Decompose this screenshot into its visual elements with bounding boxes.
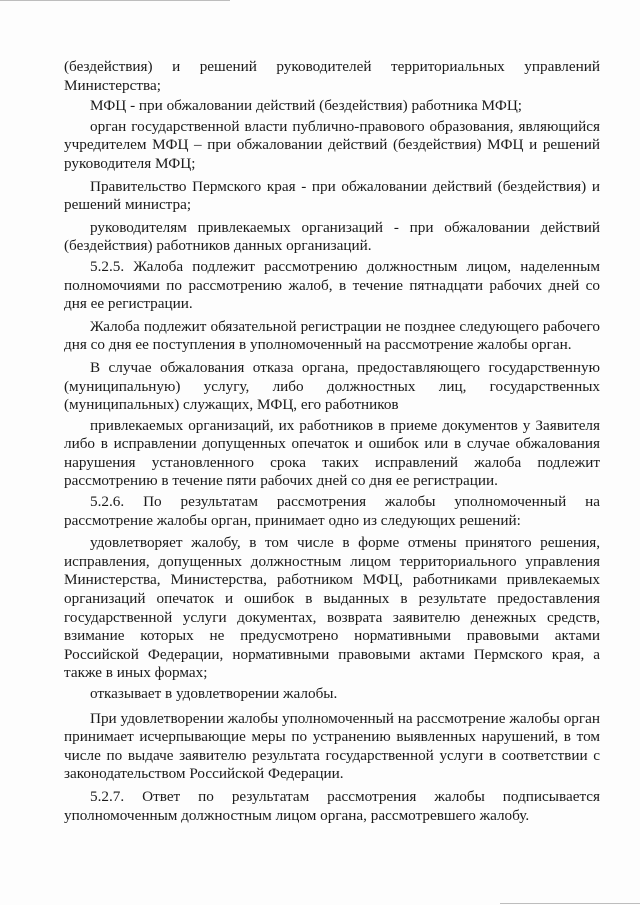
scan-artifact-bottom bbox=[500, 903, 640, 904]
paragraph-clause-5-2-5: 5.2.5. Жалоба подлежит рассмотрению должностным лицом, наделенным полномочиями по рассмотрению жалоб, в течение пятнадцати рабочих дней со дня ее регистрации. bbox=[64, 257, 600, 313]
paragraph-clause-5-2-7: 5.2.7. Ответ по результатам рассмотрения жалобы подписывается уполномоченным должностным лицом органа, рассмотревшего жалобу. bbox=[64, 787, 600, 824]
paragraph-3: орган государственной власти публично-правового образования, являющийся учредителем МФЦ – при обжаловании действий (бездействия) МФЦ и решений руководителя МФЦ; bbox=[64, 117, 600, 172]
paragraph-12: отказывает в удовлетворении жалобы. bbox=[90, 685, 338, 702]
paragraph-13: При удовлетворении жалобы уполномоченный на рассмотрение жалобы орган принимает исчерпывающие меры по устранению выявленных нарушений, в том числе по выдаче заявителю результата государственной услуги в соответствии с законодательством Российской Федерации. bbox=[64, 709, 600, 783]
paragraph-8: В случае обжалования отказа органа, предоставляющего государственную (муниципальную) услугу, либо должностных лиц, государственных (муниципальных) служащих, МФЦ, его работников bbox=[64, 358, 600, 414]
paragraph-4: Правительство Пермского края - при обжаловании действий (бездействия) и решений министра; bbox=[64, 177, 600, 214]
paragraph-clause-5-2-6: 5.2.6. По результатам рассмотрения жалобы уполномоченный на рассмотрение жалобы орган, принимает одно из следующих решений: bbox=[64, 493, 600, 529]
paragraph-7: Жалоба подлежит обязательной регистрации не позднее следующего рабочего дня со дня ее поступления в уполномоченный на рассмотрение жалобы орган. bbox=[64, 317, 600, 354]
paragraph-11: удовлетворяет жалобу, в том числе в форме отмены принятого решения, исправления, допущенных должностным лицом территориального управления Министерства, Министерства, работником МФЦ, работниками привлекаемых организаций опечаток и ошибок в выданных в результате предоставления государственной услуги документах, возврата заявителю денежных средств, взимание которых не предусмотрено нормативными правовыми актами Российской Федерации, нормативными правовыми актами Пермского края, а также в иных формах; bbox=[64, 534, 600, 682]
scan-artifact-top bbox=[0, 0, 230, 1]
paragraph-5: руководителям привлекаемых организаций - при обжаловании действий (бездействия) работников данных организаций. bbox=[64, 218, 600, 255]
document-body bbox=[64, 58, 600, 825]
paragraph-9: привлекаемых организаций, их работников в приеме документов у Заявителя либо в исправлении допущенных опечаток и ошибок или в случае обжалования нарушения установленного срока таких исправлений жалоба подлежит рассмотрению в течение пяти рабочих дней со дня ее регистрации. bbox=[64, 416, 600, 490]
paragraph-2: МФЦ - при обжаловании действий (бездействия) работника МФЦ; bbox=[90, 97, 523, 115]
paragraph-1: (бездействия) и решений руководителей территориальных управлений Министерства; bbox=[64, 58, 600, 94]
